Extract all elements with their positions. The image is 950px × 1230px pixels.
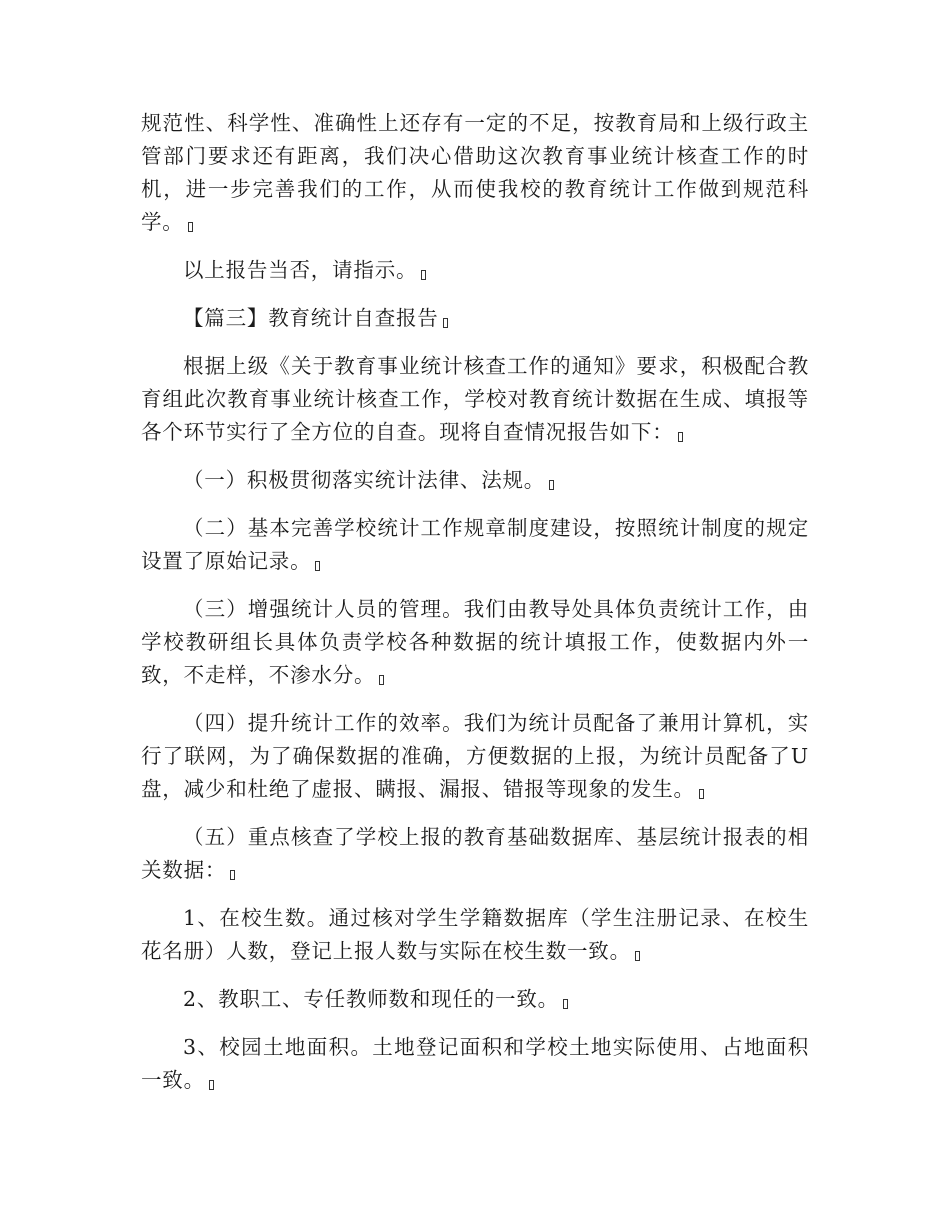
paragraph: 根据上级《关于教育事业统计核查工作的通知》要求，积极配合教育组此次教育事业统计核查工作，学校对教育统计数据在生成、填报等各个环节实行了全方位的自查。现将自查情况报告如下：	[141, 354, 809, 444]
paragraph: （二）基本完善学校统计工作规章制度建设，按照统计制度的规定设置了原始记录。	[141, 516, 809, 573]
paragraph: （五）重点核查了学校上报的教育基础数据库、基层统计报表的相关数据：	[141, 825, 809, 882]
section-heading: 【篇三】教育统计自查报告	[141, 302, 809, 335]
paragraph-mark-icon	[549, 480, 554, 490]
paragraph-mark-icon	[209, 1080, 214, 1090]
paragraph-mark-icon	[563, 999, 568, 1009]
paragraph: 规范性、科学性、准确性上还存有一定的不足，按教育局和上级行政主管部门要求还有距离，我们决心借助这次教育事业统计核查工作的时机，进一步完善我们的工作，从而使我校的教育统计工作做到规范科学。	[141, 111, 809, 234]
paragraph-mark-icon	[699, 789, 704, 799]
paragraph: 1、在校生数。通过核对学生学籍数据库（学生注册记录、在校生花名册）人数，登记上报人数与实际在校生数一致。	[141, 906, 809, 963]
paragraph-mark-icon	[188, 222, 193, 232]
paragraph-mark-icon	[379, 675, 384, 685]
paragraph: 2、教职工、专任教师数和现任的一致。	[141, 983, 809, 1016]
paragraph: 以上报告当否，请指示。	[141, 254, 809, 287]
paragraph-mark-icon	[421, 270, 426, 280]
paragraph: （一）积极贯彻落实统计法律、法规。	[141, 464, 809, 497]
paragraph-mark-icon	[230, 870, 235, 880]
document-body	[141, 107, 809, 1112]
paragraph-mark-icon	[315, 561, 320, 571]
paragraph-mark-icon	[678, 432, 683, 442]
paragraph-mark-icon	[443, 318, 448, 328]
paragraph: 3、校园土地面积。土地登记面积和学校土地实际使用、占地面积一致。	[141, 1035, 809, 1092]
paragraph: （三）增强统计人员的管理。我们由教导处具体负责统计工作，由学校教研组长具体负责学校各种数据的统计填报工作，使数据内外一致，不走样，不渗水分。	[141, 597, 809, 687]
paragraph: （四）提升统计工作的效率。我们为统计员配备了兼用计算机，实行了联网，为了确保数据的准确，方便数据的上报，为统计员配备了U盘，减少和杜绝了虚报、瞒报、漏报、错报等现象的发生。	[141, 711, 809, 801]
paragraph-mark-icon	[635, 951, 640, 961]
